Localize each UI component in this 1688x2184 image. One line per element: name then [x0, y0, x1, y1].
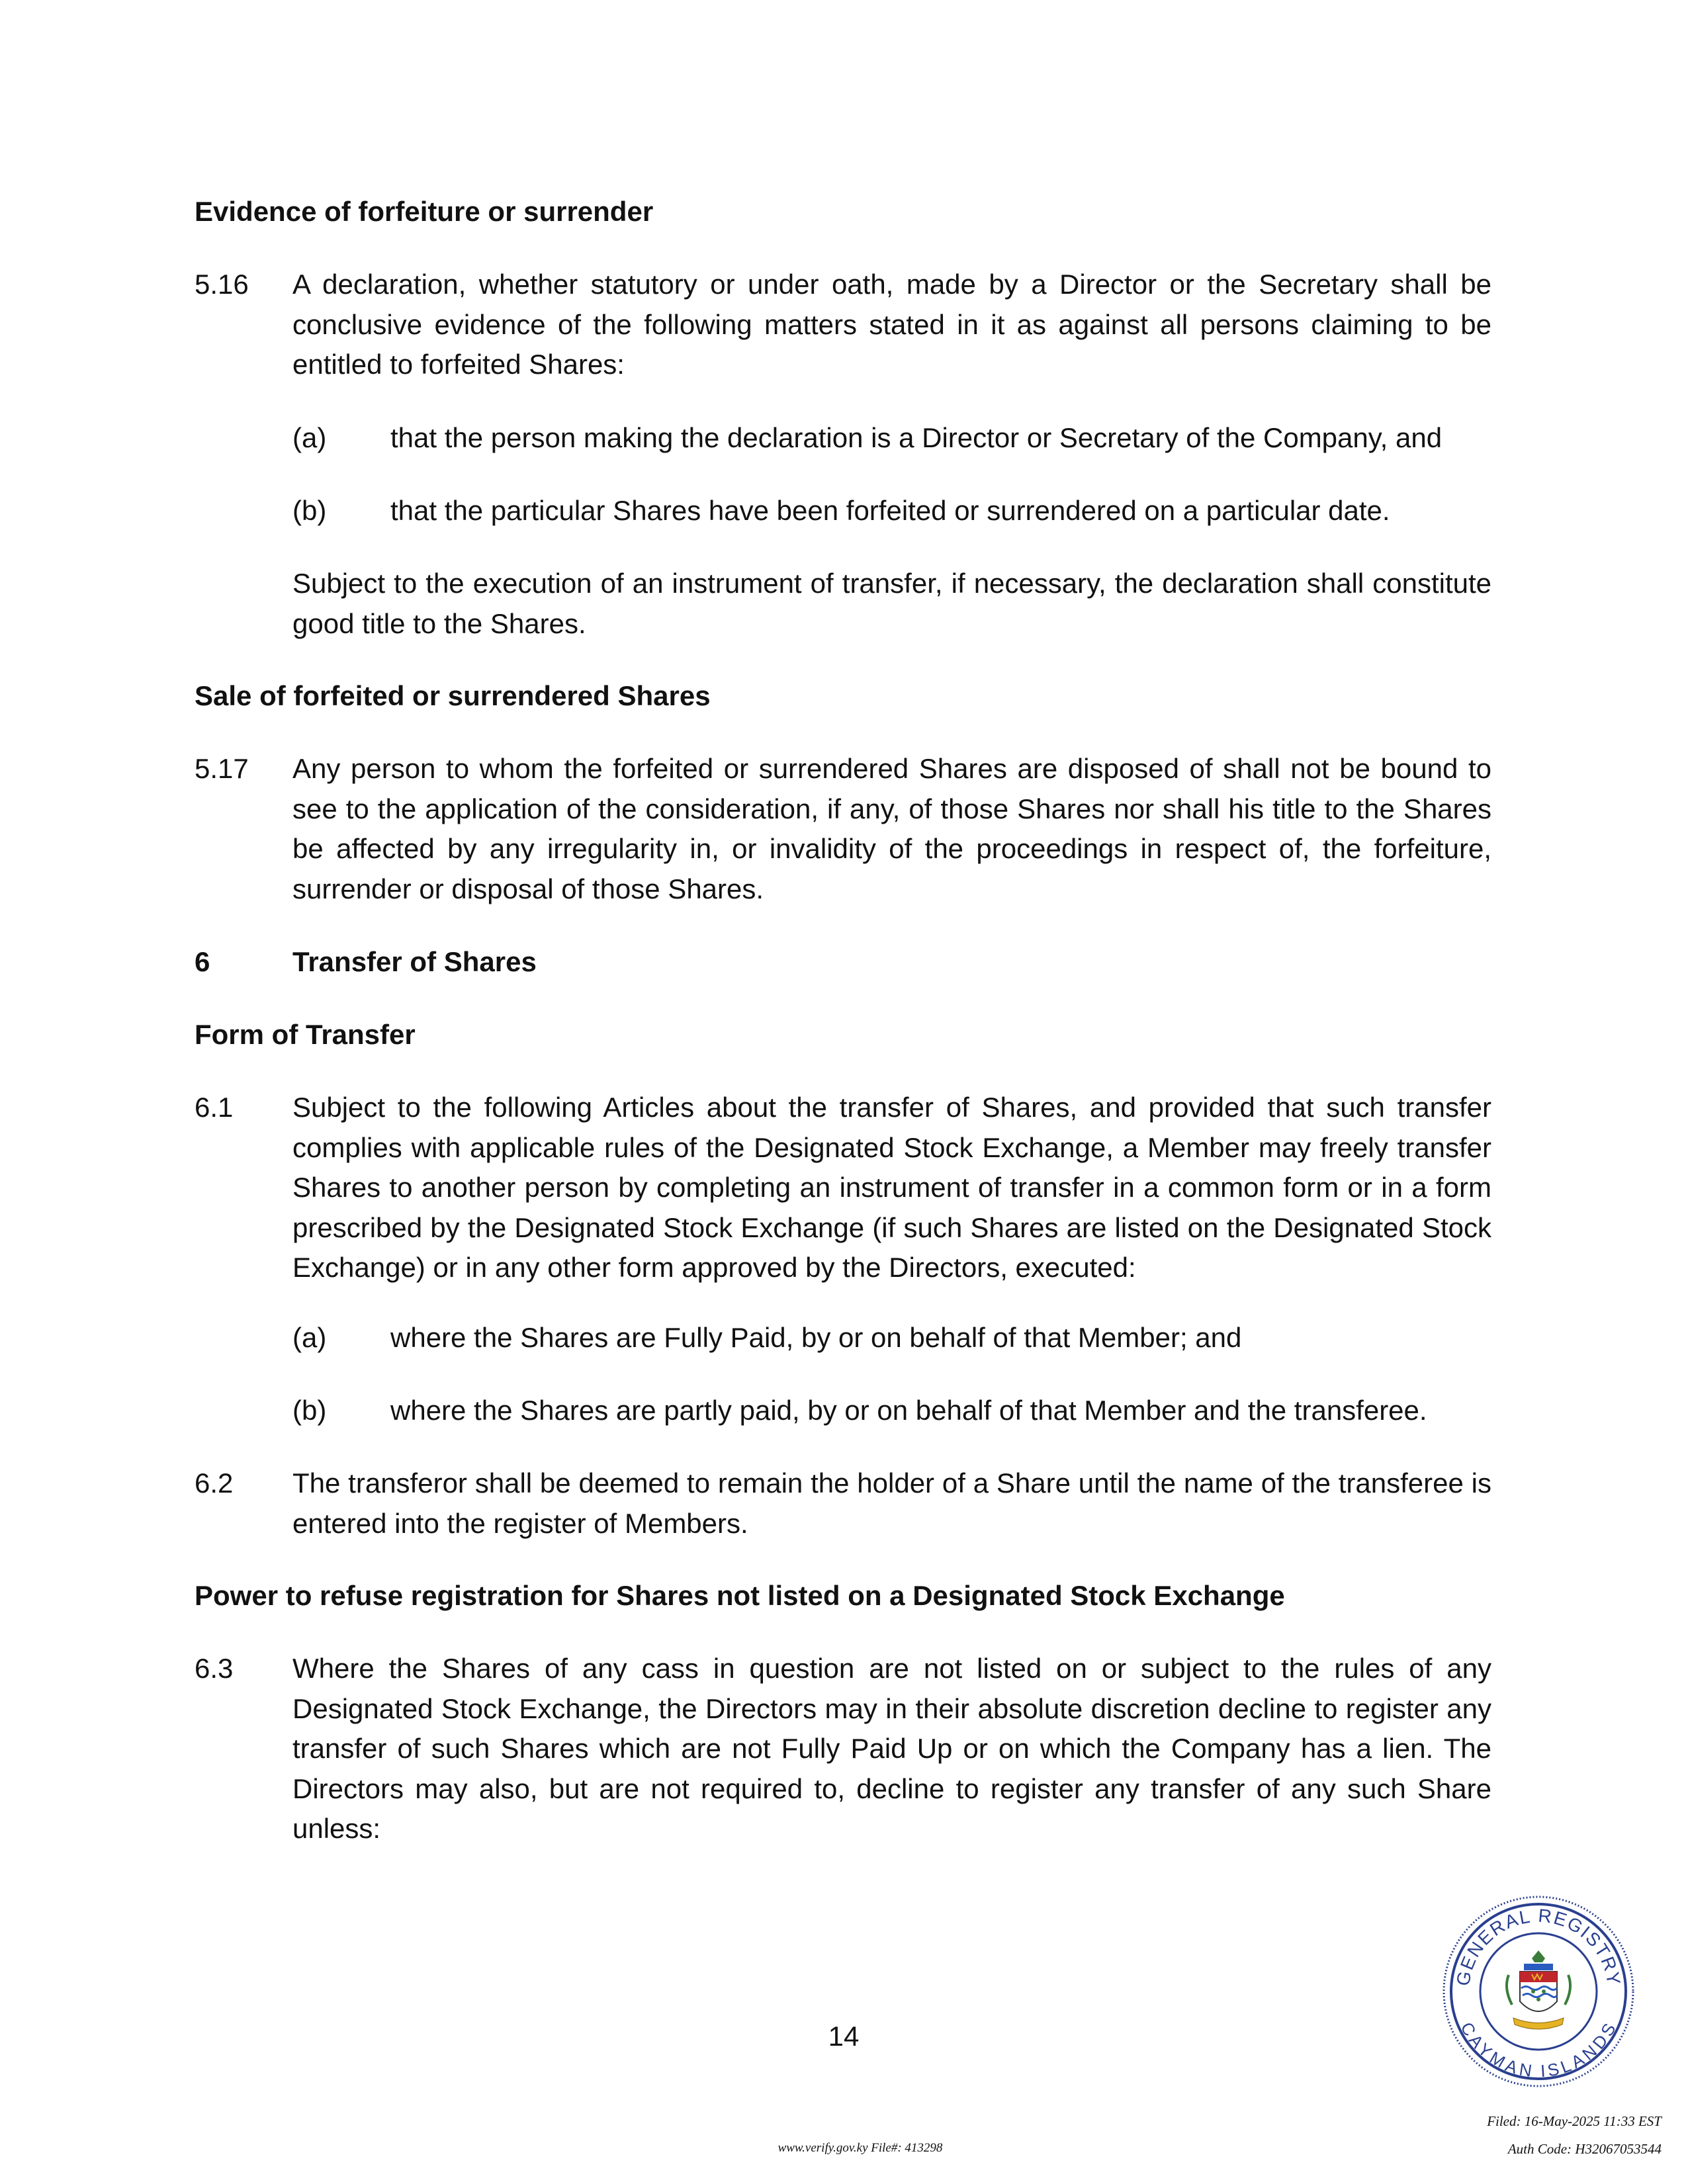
heading-sale-of-forfeited-shares: Sale of forfeited or surrendered Shares	[195, 680, 711, 711]
clause-6-1-item-b-label: (b)	[292, 1395, 327, 1426]
article-6-title: Transfer of Shares	[292, 946, 537, 977]
seal-bottom-text: CAYMAN ISLANDS	[1456, 2019, 1621, 2081]
heading-power-to-refuse-registration: Power to refuse registration for Shares not listed on a Designated Stock Exchange	[195, 1580, 1285, 1611]
clause-5-16-item-b-text: that the particular Shares have been forfeited or surrendered on a particular date.	[390, 495, 1390, 526]
footer-filed-date: Filed: 16-May-2025 11:33 EST	[1487, 2113, 1662, 2129]
article-number-6: 6	[195, 946, 210, 977]
footer-verify-link: www.verify.gov.ky File#: 413298	[777, 2141, 943, 2155]
footer-auth-code: Auth Code: H32067053544	[1507, 2141, 1662, 2157]
heading-form-of-transfer: Form of Transfer	[195, 1019, 416, 1050]
page-number: 14	[828, 2021, 860, 2052]
clause-5-16-item-a-text: that the person making the declaration is a Director or Secretary of the Company, and	[390, 422, 1443, 453]
clause-5-17-text: Any person to whom the forfeited or surrendered Shares are disposed of shall not be bound to see to the application of the consideration, if any, of those Shares nor shall his title to the Shares be affected by any irregularity in, or invalidity of the proceedings in respect of, the forfeiture, surrender or disposal of those Shares.	[292, 753, 1491, 904]
clause-number-6-1: 6.1	[195, 1092, 234, 1123]
general-registry-seal-icon	[1439, 1892, 1638, 2091]
clause-6-1-text: Subject to the following Articles about the transfer of Shares, and provided that such transfer complies with applicable rules of the Designated Stock Exchange, a Member may freely transfer Shares to another person by completing an instrument of transfer in a common form or in a form prescribed by the Designated Stock Exchange (if such Shares are listed on the Designated Stock Exchange) or in any other form approved by the Directors, executed:	[292, 1092, 1491, 1283]
clause-number-6-2: 6.2	[195, 1467, 234, 1499]
heading-evidence-of-forfeiture: Evidence of forfeiture or surrender	[195, 196, 654, 227]
clause-5-16-text: A declaration, whether statutory or under oath, made by a Director or the Secretary shall be conclusive evidence of the following matters stated in it as against all persons claiming to be entitled to forfeited Shares:	[292, 269, 1491, 380]
clause-6-3-text: Where the Shares of any cass in question are not listed on or subject to the rules of any Designated Stock Exchange, the Directors may in their absolute discretion decline to register any transfer of such Shares which are not Fully Paid Up or on which the Company has a lien. The Directors may also, but are not required to, decline to register any transfer of any such Share unless:	[292, 1653, 1491, 1844]
clause-6-1-item-a-text: where the Shares are Fully Paid, by or on behalf of that Member; and	[390, 1322, 1242, 1353]
clause-number-5-16: 5.16	[195, 269, 249, 300]
clause-5-16-item-a-label: (a)	[292, 422, 327, 453]
seal-top-text: GENERAL REGISTRY	[1452, 1905, 1624, 1987]
coat-of-arms-icon	[1507, 1950, 1570, 2029]
clause-5-16-item-b-label: (b)	[292, 495, 327, 526]
clause-6-1-item-a-label: (a)	[292, 1322, 327, 1353]
clause-6-1-item-b-text: where the Shares are partly paid, by or on behalf of that Member and the transferee.	[390, 1395, 1427, 1426]
clause-5-16-tail: Subject to the execution of an instrument of transfer, if necessary, the declaration shall constitute good title to the Shares.	[292, 568, 1491, 639]
clause-number-5-17: 5.17	[195, 753, 249, 784]
clause-6-2-text: The transferor shall be deemed to remain the holder of a Share until the name of the transferee is entered into the register of Members.	[292, 1467, 1491, 1539]
clause-number-6-3: 6.3	[195, 1653, 234, 1684]
